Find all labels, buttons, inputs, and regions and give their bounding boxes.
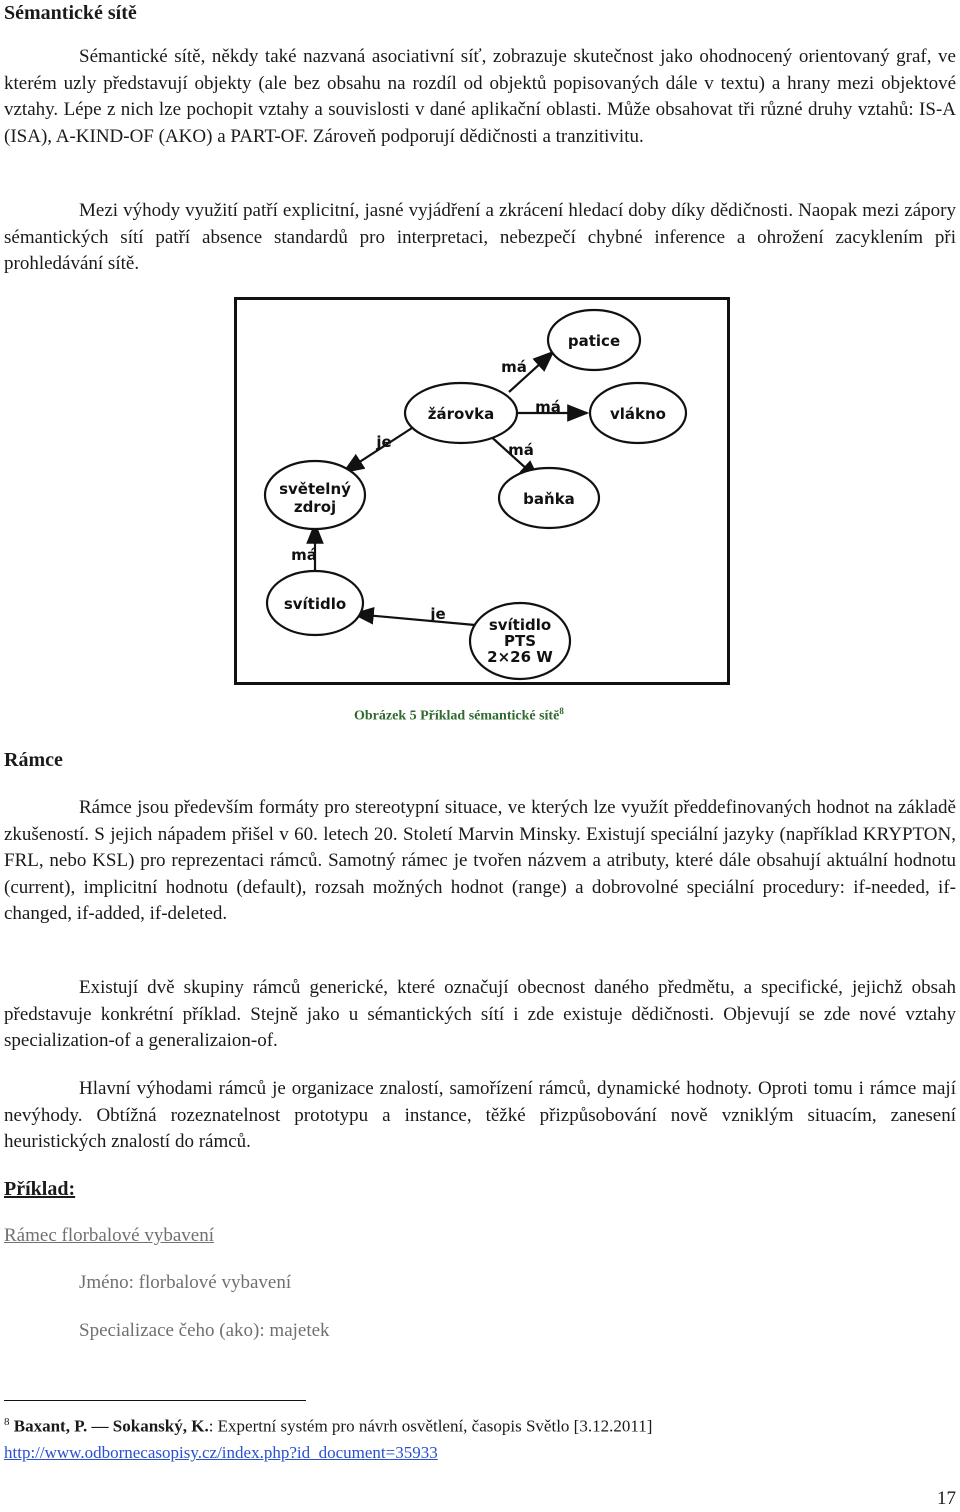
node-label-pts-1: svítidlo <box>488 616 552 634</box>
semantic-network-figure <box>234 297 730 685</box>
node-label-zarovka: žárovka <box>427 405 495 423</box>
paragraph-semantic-pros-cons <box>4 198 956 278</box>
page-number: 17 <box>937 1488 956 1509</box>
footnote-separator <box>4 1400 306 1401</box>
semantic-network-diagram <box>237 300 727 682</box>
node-label-vlakno: vlákno <box>609 405 667 423</box>
footnote <box>4 1416 652 1437</box>
edge-label-zarovka-vlakno: má <box>535 398 561 416</box>
node-label-patice: patice <box>567 332 621 350</box>
paragraph-frames-pros-cons <box>4 1076 956 1156</box>
paragraph-frames-groups <box>4 975 956 1055</box>
edge-label-zarovka-patice: má <box>501 358 527 376</box>
footnote-author-2: Sokanský, K. <box>112 1416 209 1436</box>
example-title: Příklad: <box>4 1178 76 1200</box>
edge-label-svitidlo-svetelny: má <box>291 546 317 564</box>
node-label-pts-2: PTS <box>503 632 537 650</box>
edge-pts-svitidlo <box>354 614 475 625</box>
paragraph-text: Existují dvě skupiny rámců generické, které označují obecnost daného předmětu, a specifické, jejichž obsah představuje konkrétní příklad. Stejně jako u sémantických sítí i zde existuje dědičnosti. Objevují se zde nové vztahy specialization-of a generalizaion-of. <box>4 977 956 1051</box>
paragraph-text: Sémantické sítě, někdy také nazvaná asociativní síť, zobrazuje skutečnost jako ohodnocený orientovaný graf, ve kterém uzly představují objekty (ale bez obsahu na rozdíl od objektů popisovaných dále v textu) a hrany mezi objektové vztahy. Lépe z nich lze pochopit vztahy a souvislosti v dané aplikační oblasti. Může obsahovat tři různé druhy vztahů: IS-A (ISA), A-KIND-OF (AKO) a PART-OF. Zároveň podporují dědičnosti a tranzitivitu. <box>4 46 956 147</box>
footnote-author-1: Baxant, P. <box>13 1416 88 1436</box>
figure-caption <box>354 706 564 725</box>
edge-label-zarovka-banka: má <box>508 441 534 459</box>
paragraph-frames-intro <box>4 795 956 928</box>
figure-caption-footnote-ref: 8 <box>559 706 564 716</box>
node-label-zdroj: zdroj <box>293 498 337 516</box>
footnote-dash: — <box>91 1416 109 1436</box>
footnote-source: : Expertní systém pro návrh osvětlení, časopis Světlo [3.12.2011] <box>208 1416 653 1436</box>
paragraph-text: Rámce jsou především formáty pro stereotypní situace, ve kterých lze využít předdefinovaných hodnot na základě zkušeností. S jejich nápadem přišel v 60. letech 20. Století Marvin Minsky. Existují speciální jazyky (například KRYPTON, FRL, nebo KSL) pro reprezentaci rámců. Samotný rámec je tvořen názvem a atributy, které dále obsahují aktuální hodnotu (current), implicitní hodnotu (default), rozsah možných hodnot (range) a dobrovolné speciální procedury: if-needed, if-changed, if-added, if-deleted. <box>4 797 956 924</box>
node-label-banka: baňka <box>523 490 575 508</box>
footnote-url-link[interactable]: http://www.odbornecasopisy.cz/index.php?id_document=35933 <box>4 1443 438 1462</box>
example-frame-specialization: Specializace čeho (ako): majetek <box>79 1320 330 1341</box>
node-label-svetelny: světelný <box>279 480 351 498</box>
edge-label-pts-svitidlo: je <box>430 605 446 623</box>
section-title-semantic-networks: Sémantické sítě <box>4 2 137 24</box>
example-frame-name: Jméno: florbalové vybavení <box>79 1272 292 1293</box>
section-title-frames: Rámce <box>4 749 63 771</box>
paragraph-text: Hlavní výhodami rámců je organizace znalostí, samořízení rámců, dynamické hodnoty. Oproti tomu i rámce mají nevýhody. Obtížná rozeznatelnost prototypu a instance, těžké přizpůsobování nově vzniklým situacím, zanesení heuristických znalostí do rámců. <box>4 1078 956 1152</box>
paragraph-semantic-intro <box>4 44 956 150</box>
node-label-pts-3: 2×26 W <box>487 648 553 666</box>
example-frame-title: Rámec florbalové vybavení <box>4 1225 214 1246</box>
footnote-number: 8 <box>4 1416 10 1428</box>
edge-label-zarovka-svetelny: je <box>376 433 392 451</box>
figure-caption-text: Obrázek 5 Příklad sémantické sítě <box>354 708 560 724</box>
node-label-svitidlo: svítidlo <box>283 595 347 613</box>
paragraph-text: Mezi výhody využití patří explicitní, jasné vyjádření a zkrácení hledací doby díky dědičnosti. Naopak mezi zápory sémantických sítí patří absence standardů pro interpretaci, nebezpečí chybné inference a ohrožení zacyklením při prohledávání sítě. <box>4 200 956 274</box>
